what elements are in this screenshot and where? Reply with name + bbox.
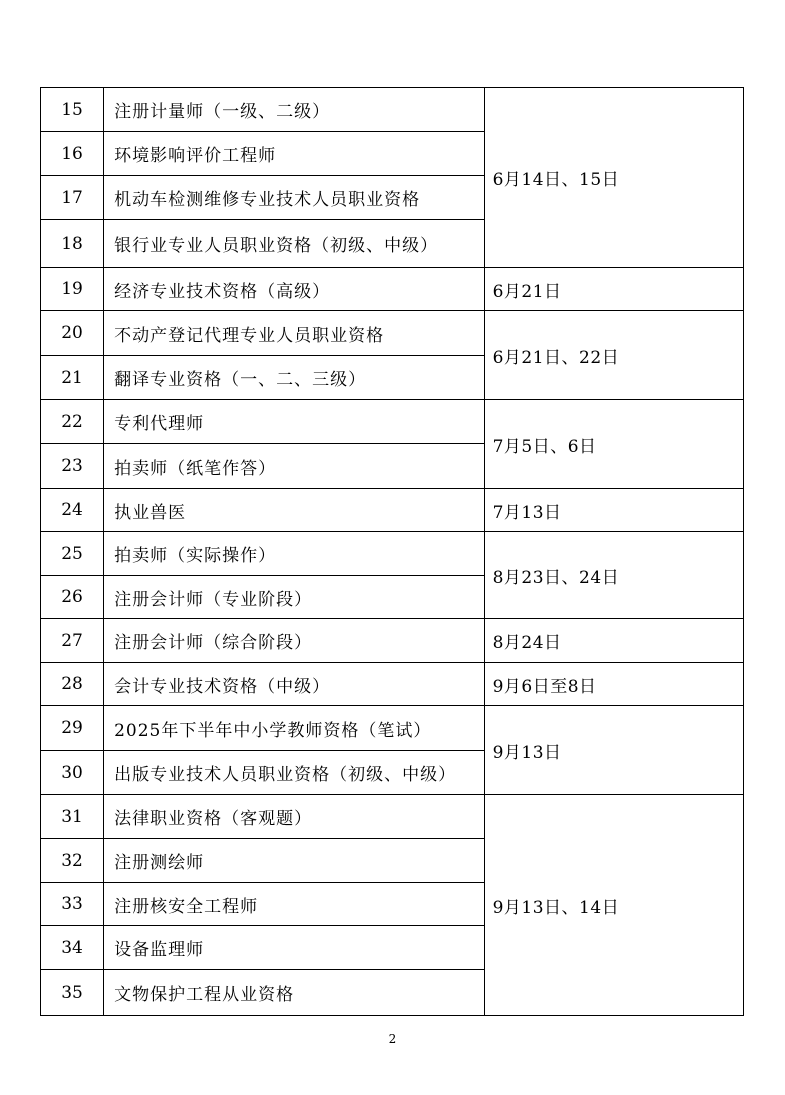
table-row	[41, 489, 744, 532]
table-row	[41, 268, 744, 311]
row-number: 23	[41, 444, 104, 489]
exam-name: 出版专业技术人员职业资格（初级、中级）	[104, 751, 485, 795]
exam-name: 2025年下半年中小学教师资格（笔试）	[104, 706, 485, 751]
row-number: 19	[41, 268, 104, 311]
exam-date: 9月13日	[484, 706, 743, 795]
exam-name: 注册测绘师	[104, 839, 485, 883]
exam-name: 法律职业资格（客观题）	[104, 795, 485, 839]
table-row	[41, 400, 744, 444]
row-number: 32	[41, 839, 104, 883]
row-number: 27	[41, 619, 104, 663]
row-number: 35	[41, 970, 104, 1016]
table-row	[41, 619, 744, 663]
table-row	[41, 663, 744, 706]
exam-name: 不动产登记代理专业人员职业资格	[104, 311, 485, 356]
row-number: 26	[41, 576, 104, 619]
exam-name: 设备监理师	[104, 926, 485, 970]
exam-name: 银行业专业人员职业资格（初级、中级）	[104, 220, 485, 268]
row-number: 31	[41, 795, 104, 839]
exam-schedule-table	[40, 87, 744, 1016]
row-number: 29	[41, 706, 104, 751]
row-number: 24	[41, 489, 104, 532]
exam-name: 注册会计师（专业阶段）	[104, 576, 485, 619]
table-row	[41, 532, 744, 576]
row-number: 17	[41, 176, 104, 220]
exam-date: 8月24日	[484, 619, 743, 663]
exam-date: 6月14日、15日	[484, 88, 743, 268]
exam-date: 7月5日、6日	[484, 400, 743, 489]
exam-name: 机动车检测维修专业技术人员职业资格	[104, 176, 485, 220]
table-row	[41, 311, 744, 356]
exam-name: 文物保护工程从业资格	[104, 970, 485, 1016]
exam-date: 8月23日、24日	[484, 532, 743, 619]
row-number: 34	[41, 926, 104, 970]
row-number: 16	[41, 132, 104, 176]
exam-date: 6月21日	[484, 268, 743, 311]
table-row	[41, 795, 744, 839]
exam-name: 环境影响评价工程师	[104, 132, 485, 176]
row-number: 22	[41, 400, 104, 444]
exam-name: 专利代理师	[104, 400, 485, 444]
row-number: 18	[41, 220, 104, 268]
exam-date: 6月21日、22日	[484, 311, 743, 400]
exam-name: 拍卖师（纸笔作答）	[104, 444, 485, 489]
exam-name: 会计专业技术资格（中级）	[104, 663, 485, 706]
table-row	[41, 706, 744, 751]
exam-name: 注册会计师（综合阶段）	[104, 619, 485, 663]
exam-name: 注册核安全工程师	[104, 883, 485, 926]
row-number: 15	[41, 88, 104, 132]
row-number: 33	[41, 883, 104, 926]
row-number: 30	[41, 751, 104, 795]
page-number: 2	[388, 1032, 397, 1046]
row-number: 28	[41, 663, 104, 706]
exam-name: 翻译专业资格（一、二、三级）	[104, 356, 485, 400]
exam-name: 执业兽医	[104, 489, 485, 532]
row-number: 20	[41, 311, 104, 356]
exam-name: 注册计量师（一级、二级）	[104, 88, 485, 132]
exam-date: 9月6日至8日	[484, 663, 743, 706]
row-number: 25	[41, 532, 104, 576]
exam-name: 拍卖师（实际操作）	[104, 532, 485, 576]
table-row	[41, 88, 744, 132]
exam-date: 7月13日	[484, 489, 743, 532]
row-number: 21	[41, 356, 104, 400]
exam-date: 9月13日、14日	[484, 795, 743, 1016]
exam-name: 经济专业技术资格（高级）	[104, 268, 485, 311]
